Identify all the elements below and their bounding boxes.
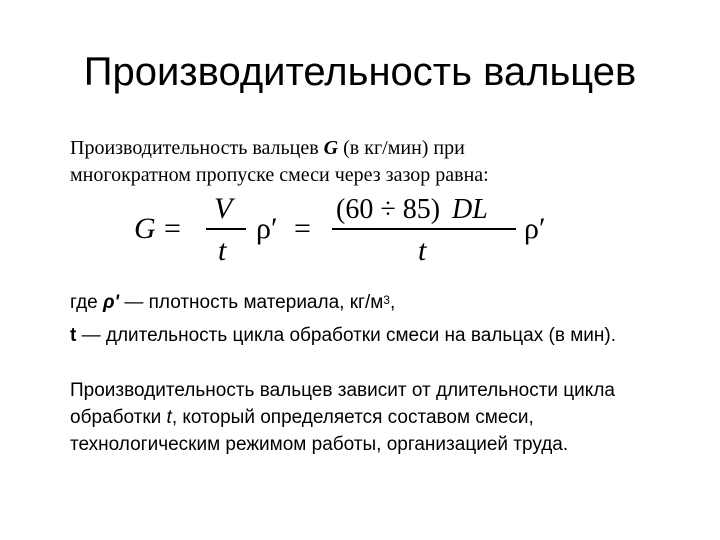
t-text: — длительность цикла обработки смеси на вальцах (в мин). (76, 325, 616, 346)
rho-unit-superscript: 3 (383, 293, 390, 307)
formula-dl: DL (452, 194, 488, 225)
conclusion-part1: Производительность вальцев зависит от длительности цикла обработки (70, 380, 615, 428)
slide-title: Производительность вальцев (83, 50, 637, 94)
intro-line2: многократном пропуске смеси через зазор равна: (70, 164, 489, 186)
formula-eq2: = (294, 212, 311, 245)
symbol-t-inline: t (166, 407, 172, 428)
productivity-formula (130, 188, 570, 276)
conclusion-part2: , который определяется составом смеси, технологическим режимом работы, организацией труда. (70, 407, 569, 455)
formula-t2: t (418, 234, 427, 267)
formula-rho2: ρ′ (524, 212, 546, 245)
symbol-g: G (323, 137, 339, 159)
conclusion-paragraph (70, 377, 680, 458)
formula-g: G (134, 212, 156, 245)
formula-numerator: (60 ÷ 85) (336, 194, 441, 225)
t-definition (70, 322, 680, 349)
formula-eq1: = (164, 212, 181, 245)
symbol-t: t (70, 325, 77, 346)
intro-text: Производительность вальцев (70, 137, 324, 159)
rho-definition (70, 289, 680, 316)
rho-suffix: , (389, 292, 396, 313)
symbol-rho: ρ' (103, 292, 120, 313)
intro-rest: (в кг/мин) при (338, 137, 465, 159)
formula-rho1: ρ′ (256, 212, 278, 245)
rho-text: — плотность материала, кг/м (119, 292, 384, 313)
intro-paragraph (70, 135, 680, 189)
rho-prefix: где (70, 292, 104, 313)
formula-v: V (214, 192, 233, 225)
formula-t1: t (218, 234, 227, 267)
